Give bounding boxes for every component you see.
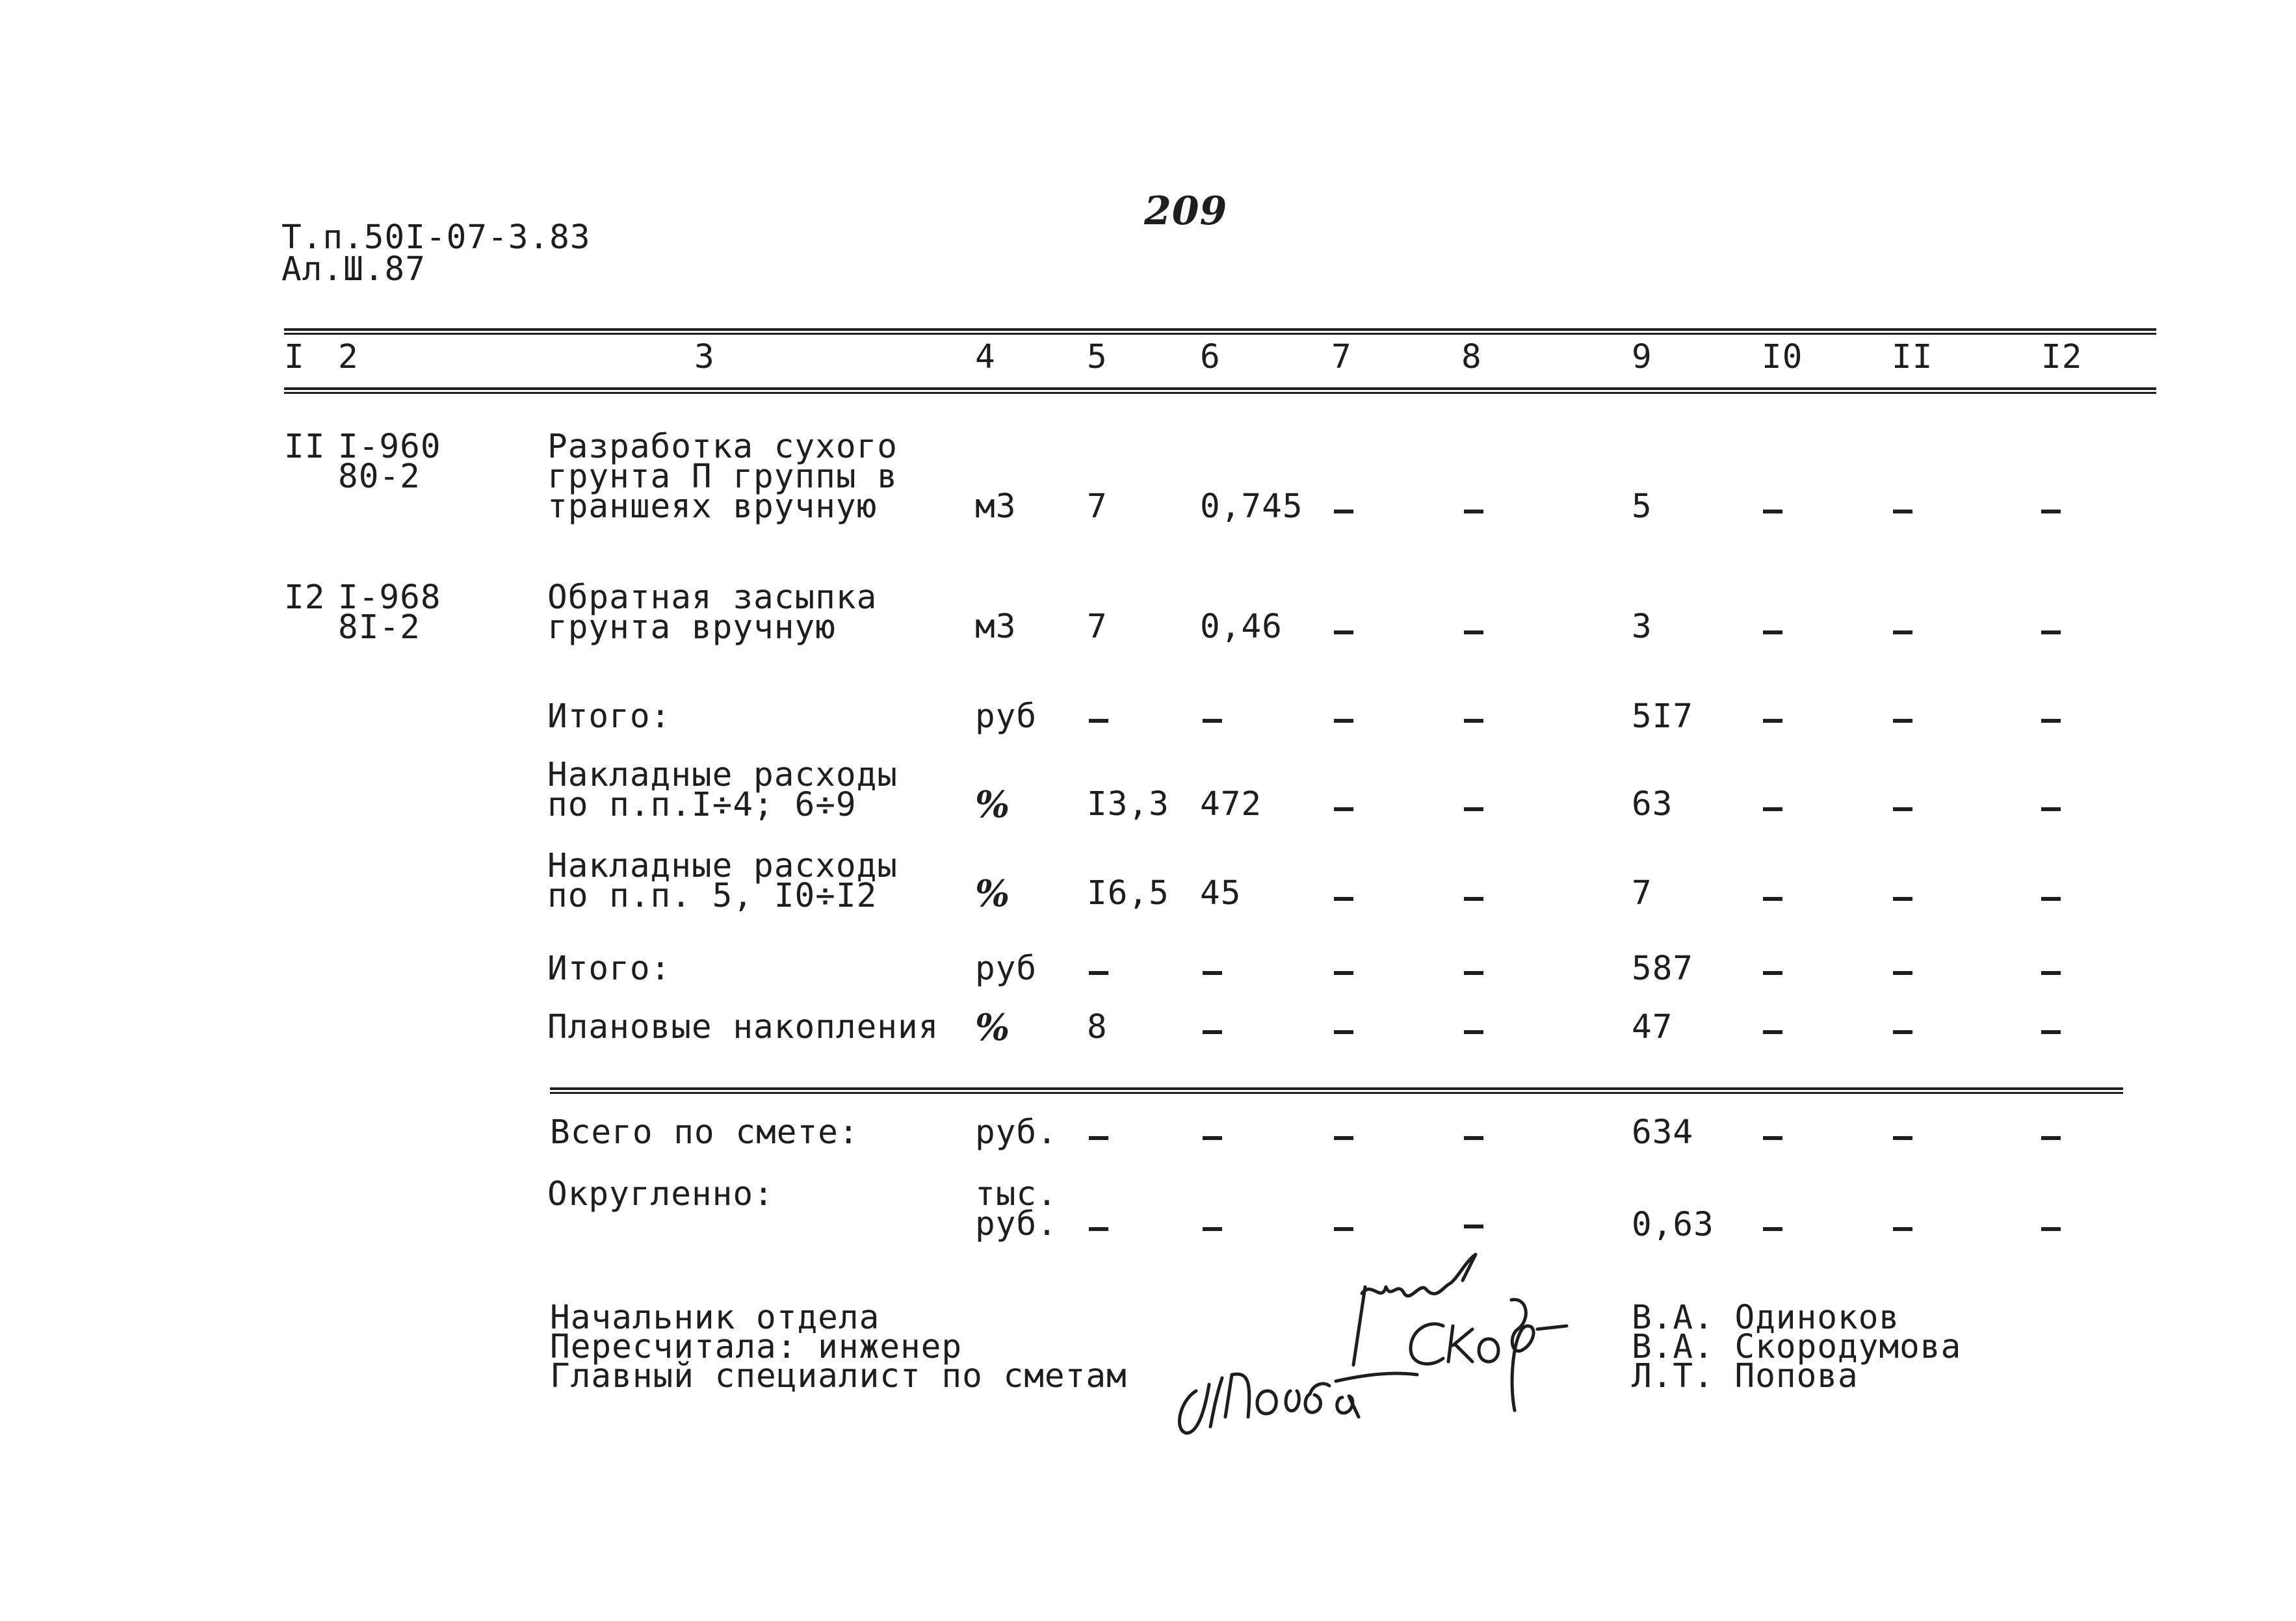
item-name: Разработка сухого грунта П группы в траншеях вручную: [547, 428, 898, 526]
item-name: Плановые накопления: [547, 1008, 939, 1046]
column-number: 7: [1331, 338, 1352, 376]
empty-cell-dash: [1203, 971, 1222, 975]
empty-cell-dash: [1089, 1227, 1108, 1231]
subtotal-label: Итого:: [547, 950, 672, 988]
empty-cell-dash: [1893, 630, 1912, 634]
item-name: Обратная засыпка грунта вручную: [547, 578, 878, 647]
planned-savings-cost: 47: [1632, 1008, 1673, 1046]
empty-cell-dash: [2041, 719, 2061, 723]
overhead-cost: 7: [1632, 874, 1652, 913]
row-number: I2: [284, 578, 326, 617]
empty-cell-dash: [2041, 897, 2061, 901]
header-bottom-rule-2: [284, 392, 2156, 394]
empty-cell-dash: [1334, 719, 1353, 723]
empty-cell-dash: [1893, 807, 1912, 811]
subtotal-cost: 587: [1632, 950, 1694, 988]
empty-cell-dash: [1203, 1227, 1222, 1231]
empty-cell-dash: [1089, 971, 1108, 975]
grand-total-label: Всего по смете:: [550, 1113, 859, 1152]
subtotal-cost: 5I7: [1632, 697, 1694, 736]
column-number: 5: [1087, 338, 1108, 376]
column-number: I0: [1762, 338, 1803, 376]
empty-cell-dash: [1763, 897, 1782, 901]
empty-cell-dash: [1334, 510, 1353, 513]
empty-cell-dash: [1203, 1136, 1222, 1140]
item-quantity: 7: [1087, 608, 1108, 646]
empty-cell-dash: [2041, 630, 2061, 634]
empty-cell-dash: [2041, 510, 2061, 513]
column-number: 8: [1461, 338, 1482, 376]
empty-cell-dash: [1464, 1136, 1483, 1140]
empty-cell-dash: [1763, 719, 1782, 723]
column-number: I2: [2041, 338, 2083, 376]
overhead-base: 45: [1200, 874, 1242, 913]
row-number: II: [284, 428, 326, 466]
totals-rule: [550, 1087, 2123, 1090]
rate-code: I-968 8I-2: [338, 578, 441, 647]
empty-cell-dash: [1464, 510, 1483, 513]
empty-cell-dash: [1893, 1227, 1912, 1231]
empty-cell-dash: [1334, 1227, 1353, 1231]
item-unit: %: [975, 1006, 1011, 1049]
item-name: Накладные расходы по п.п.I÷4; 6÷9: [547, 756, 898, 824]
empty-cell-dash: [1763, 807, 1782, 811]
grand-total-unit: руб.: [975, 1113, 1058, 1152]
signature-name-engineer: В.А. Скородумова: [1632, 1328, 1962, 1366]
empty-cell-dash: [2041, 971, 2061, 975]
column-number: 2: [338, 338, 359, 376]
empty-cell-dash: [1464, 1225, 1483, 1228]
header-top-rule: [284, 328, 2156, 331]
empty-cell-dash: [1763, 510, 1782, 513]
empty-cell-dash: [1464, 1030, 1483, 1034]
item-unit: руб: [975, 950, 1037, 988]
empty-cell-dash: [1334, 630, 1353, 634]
item-rate: 0,745: [1200, 487, 1303, 526]
signature-name-chief: Л.Т. Попова: [1632, 1357, 1859, 1395]
empty-cell-dash: [1334, 897, 1353, 901]
signature-role-engineer: Пересчитала: инженер: [550, 1328, 963, 1366]
empty-cell-dash: [2041, 1227, 2061, 1231]
item-cost: 3: [1632, 608, 1652, 646]
empty-cell-dash: [1089, 719, 1108, 723]
empty-cell-dash: [1464, 807, 1483, 811]
item-name: Накладные расходы по п.п. 5, I0÷I2: [547, 847, 898, 915]
empty-cell-dash: [1893, 1030, 1912, 1034]
grand-total-cost: 634: [1632, 1113, 1694, 1152]
overhead-cost: 63: [1632, 785, 1673, 823]
overhead-percent: I6,5: [1087, 874, 1169, 913]
empty-cell-dash: [2041, 807, 2061, 811]
empty-cell-dash: [1763, 1136, 1782, 1140]
subtotal-label: Итого:: [547, 697, 672, 736]
column-number: 4: [975, 338, 996, 376]
empty-cell-dash: [1464, 897, 1483, 901]
overhead-base: 472: [1200, 785, 1262, 823]
empty-cell-dash: [1464, 971, 1483, 975]
empty-cell-dash: [1763, 1030, 1782, 1034]
empty-cell-dash: [2041, 1136, 2061, 1140]
item-unit: %: [975, 783, 1011, 826]
column-number: 3: [694, 338, 715, 376]
rate-code: I-960 80-2: [338, 428, 441, 496]
doc-reference-line-1: Т.п.50I-07-3.83: [281, 218, 591, 257]
overhead-percent: I3,3: [1087, 785, 1169, 823]
empty-cell-dash: [1334, 971, 1353, 975]
empty-cell-dash: [1334, 1136, 1353, 1140]
item-unit: руб: [975, 697, 1037, 736]
empty-cell-dash: [1893, 510, 1912, 513]
item-unit: %: [975, 872, 1011, 915]
empty-cell-dash: [1893, 1136, 1912, 1140]
item-rate: 0,46: [1200, 608, 1283, 646]
empty-cell-dash: [1893, 719, 1912, 723]
page-number: 209: [1144, 188, 1228, 234]
signature-role-head: Начальник отдела: [550, 1299, 880, 1337]
signature-name-head: В.А. Одиноков: [1632, 1299, 1900, 1337]
item-unit: м3: [975, 608, 1017, 646]
signature-role-chief: Главный специалист по сметам: [550, 1357, 1127, 1395]
item-quantity: 7: [1087, 487, 1108, 526]
empty-cell-dash: [1464, 630, 1483, 634]
empty-cell-dash: [1203, 719, 1222, 723]
header-top-rule-2: [284, 333, 2156, 335]
header-bottom-rule: [284, 387, 2156, 390]
empty-cell-dash: [1893, 971, 1912, 975]
column-number: 6: [1200, 338, 1221, 376]
empty-cell-dash: [2041, 1030, 2061, 1034]
column-number: II: [1892, 338, 1933, 376]
item-cost: 5: [1632, 487, 1652, 526]
handwritten-signature-chief: [1170, 1345, 1443, 1436]
empty-cell-dash: [1464, 719, 1483, 723]
empty-cell-dash: [1334, 807, 1353, 811]
rounded-total-label: Округленно:: [547, 1175, 774, 1213]
column-number: 9: [1632, 338, 1652, 376]
totals-rule-2: [550, 1092, 2123, 1094]
empty-cell-dash: [1334, 1030, 1353, 1034]
empty-cell-dash: [1893, 897, 1912, 901]
empty-cell-dash: [1763, 1227, 1782, 1231]
doc-reference-line-2: Ал.Ш.87: [281, 250, 426, 289]
item-unit: м3: [975, 487, 1017, 526]
column-number: I: [284, 338, 305, 376]
empty-cell-dash: [1763, 630, 1782, 634]
empty-cell-dash: [1203, 1030, 1222, 1034]
rounded-total-unit: тыс. руб.: [975, 1175, 1058, 1243]
empty-cell-dash: [1763, 971, 1782, 975]
rounded-total-cost: 0,63: [1632, 1206, 1714, 1244]
empty-cell-dash: [1089, 1136, 1108, 1140]
planned-savings-percent: 8: [1087, 1008, 1108, 1046]
